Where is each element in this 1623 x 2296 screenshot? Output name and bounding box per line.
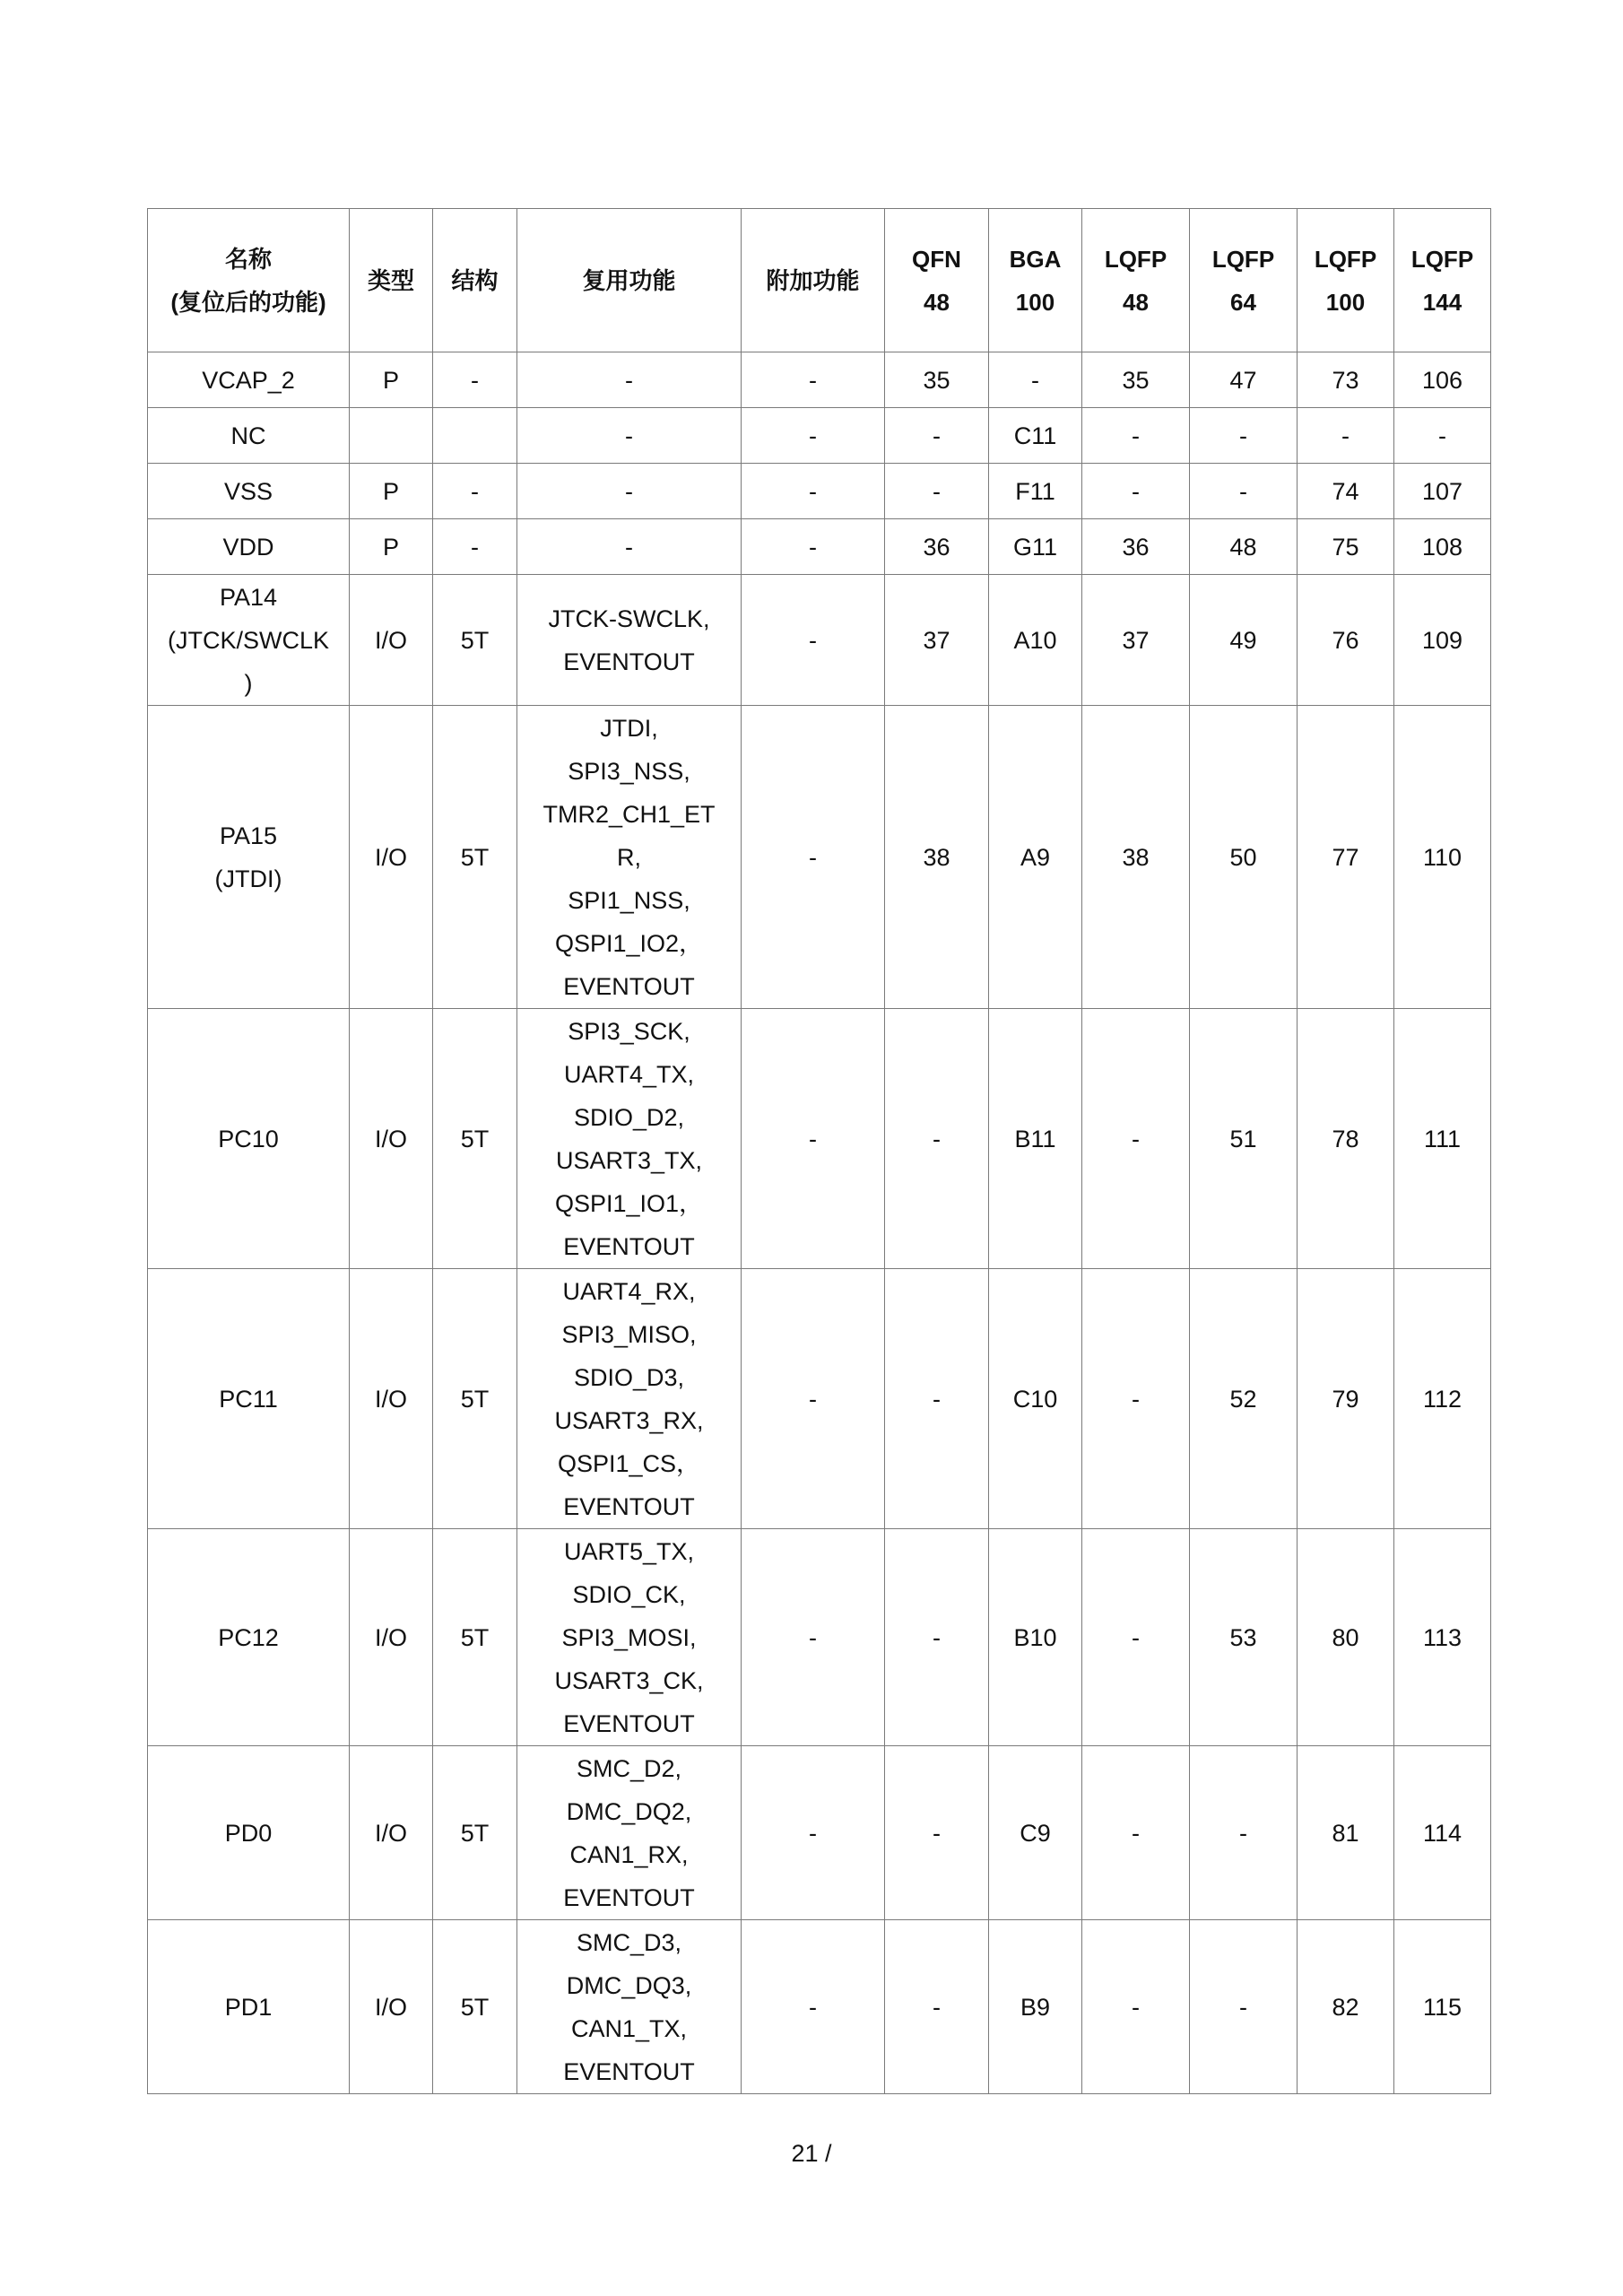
cell-lqfp64: 49 (1190, 575, 1298, 706)
cell-lqfp100: - (1298, 408, 1394, 464)
cell-bga100: F11 (989, 464, 1082, 519)
cell-lqfp144: 108 (1394, 519, 1491, 575)
pin-definition-table (147, 208, 1491, 2094)
cell-extra-function: - (742, 1009, 885, 1269)
cell-bga100: B10 (989, 1529, 1082, 1746)
cell-alt-function: - (517, 519, 742, 575)
cell-name: PC10 (148, 1009, 350, 1269)
header-lqfp64: LQFP 64 (1190, 209, 1298, 352)
cell-structure: 5T (433, 1746, 517, 1920)
cell-bga100: C9 (989, 1746, 1082, 1920)
cell-bga100: B11 (989, 1009, 1082, 1269)
cell-lqfp144: 110 (1394, 706, 1491, 1009)
cell-lqfp100: 74 (1298, 464, 1394, 519)
cell-lqfp144: 109 (1394, 575, 1491, 706)
cell-lqfp100: 77 (1298, 706, 1394, 1009)
cell-qfn48: 35 (885, 352, 989, 408)
cell-name: PD0 (148, 1746, 350, 1920)
cell-lqfp100: 75 (1298, 519, 1394, 575)
cell-structure (433, 408, 517, 464)
table-row (148, 352, 1491, 408)
cell-extra-function: - (742, 464, 885, 519)
header-lqfp144: LQFP 144 (1394, 209, 1491, 352)
cell-structure: 5T (433, 1529, 517, 1746)
cell-name: VSS (148, 464, 350, 519)
header-structure: 结构 (433, 209, 517, 352)
cell-lqfp144: 113 (1394, 1529, 1491, 1746)
cell-type: I/O (350, 706, 433, 1009)
cell-alt-function: SPI3_SCK, UART4_TX, SDIO_D2, USART3_TX, QSPI1_IO1， EVENTOUT (517, 1009, 742, 1269)
cell-type: I/O (350, 1269, 433, 1529)
cell-type: I/O (350, 1920, 433, 2094)
cell-qfn48: - (885, 464, 989, 519)
header-type: 类型 (350, 209, 433, 352)
cell-bga100: C10 (989, 1269, 1082, 1529)
table-row (148, 706, 1491, 1009)
cell-lqfp144: 114 (1394, 1746, 1491, 1920)
cell-structure: 5T (433, 575, 517, 706)
cell-lqfp48: - (1082, 1746, 1190, 1920)
cell-lqfp48: 36 (1082, 519, 1190, 575)
cell-lqfp100: 78 (1298, 1009, 1394, 1269)
page-number: 21 / (791, 2140, 832, 2167)
cell-extra-function: - (742, 706, 885, 1009)
cell-name: PA15 (JTDI) (148, 706, 350, 1009)
cell-type: I/O (350, 1009, 433, 1269)
cell-bga100: G11 (989, 519, 1082, 575)
cell-bga100: C11 (989, 408, 1082, 464)
cell-name: PC12 (148, 1529, 350, 1746)
cell-lqfp144: 111 (1394, 1009, 1491, 1269)
cell-type: I/O (350, 1529, 433, 1746)
cell-name: PD1 (148, 1920, 350, 2094)
cell-lqfp64: 50 (1190, 706, 1298, 1009)
header-lqfp48: LQFP 48 (1082, 209, 1190, 352)
cell-lqfp64: - (1190, 1920, 1298, 2094)
cell-alt-function: - (517, 408, 742, 464)
cell-name: VDD (148, 519, 350, 575)
cell-lqfp48: - (1082, 1920, 1190, 2094)
cell-bga100: - (989, 352, 1082, 408)
header-extra-function: 附加功能 (742, 209, 885, 352)
cell-lqfp48: - (1082, 464, 1190, 519)
cell-qfn48: 37 (885, 575, 989, 706)
cell-type: I/O (350, 1746, 433, 1920)
cell-lqfp144: 107 (1394, 464, 1491, 519)
cell-structure: 5T (433, 1009, 517, 1269)
table-row (148, 1746, 1491, 1920)
cell-lqfp64: - (1190, 1746, 1298, 1920)
cell-extra-function: - (742, 519, 885, 575)
cell-lqfp64: 52 (1190, 1269, 1298, 1529)
cell-type: P (350, 519, 433, 575)
cell-name: PA14 (JTCK/SWCLK ) (148, 575, 350, 706)
cell-lqfp100: 81 (1298, 1746, 1394, 1920)
cell-lqfp144: - (1394, 408, 1491, 464)
cell-lqfp48: 38 (1082, 706, 1190, 1009)
header-name: 名称 (复位后的功能) (148, 209, 350, 352)
cell-lqfp64: 48 (1190, 519, 1298, 575)
cell-extra-function: - (742, 575, 885, 706)
cell-qfn48: 38 (885, 706, 989, 1009)
cell-name: PC11 (148, 1269, 350, 1529)
cell-lqfp48: - (1082, 408, 1190, 464)
cell-lqfp100: 82 (1298, 1920, 1394, 2094)
cell-lqfp48: 35 (1082, 352, 1190, 408)
cell-lqfp100: 80 (1298, 1529, 1394, 1746)
cell-lqfp144: 106 (1394, 352, 1491, 408)
cell-lqfp100: 79 (1298, 1269, 1394, 1529)
cell-extra-function: - (742, 1269, 885, 1529)
cell-extra-function: - (742, 1920, 885, 2094)
header-alt-function: 复用功能 (517, 209, 742, 352)
cell-lqfp144: 112 (1394, 1269, 1491, 1529)
cell-extra-function: - (742, 1529, 885, 1746)
cell-lqfp64: 51 (1190, 1009, 1298, 1269)
cell-structure: - (433, 352, 517, 408)
cell-structure: - (433, 519, 517, 575)
table-row (148, 408, 1491, 464)
cell-structure: - (433, 464, 517, 519)
cell-lqfp64: - (1190, 464, 1298, 519)
cell-lqfp64: - (1190, 408, 1298, 464)
cell-alt-function: - (517, 464, 742, 519)
table-header-row (148, 209, 1491, 352)
cell-type: P (350, 464, 433, 519)
cell-qfn48: - (885, 1529, 989, 1746)
cell-extra-function: - (742, 1746, 885, 1920)
cell-alt-function: UART5_TX, SDIO_CK, SPI3_MOSI, USART3_CK, EVENTOUT (517, 1529, 742, 1746)
cell-qfn48: 36 (885, 519, 989, 575)
table-row (148, 464, 1491, 519)
table-row (148, 575, 1491, 706)
cell-lqfp144: 115 (1394, 1920, 1491, 2094)
cell-alt-function: SMC_D2, DMC_DQ2, CAN1_RX, EVENTOUT (517, 1746, 742, 1920)
cell-qfn48: - (885, 1269, 989, 1529)
cell-alt-function: - (517, 352, 742, 408)
header-bga100: BGA 100 (989, 209, 1082, 352)
cell-type: P (350, 352, 433, 408)
header-lqfp100: LQFP 100 (1298, 209, 1394, 352)
cell-alt-function: JTDI, SPI3_NSS, TMR2_CH1_ET R, SPI1_NSS, QSPI1_IO2， EVENTOUT (517, 706, 742, 1009)
cell-alt-function: SMC_D3, DMC_DQ3, CAN1_TX, EVENTOUT (517, 1920, 742, 2094)
cell-bga100: B9 (989, 1920, 1082, 2094)
cell-alt-function: JTCK-SWCLK, EVENTOUT (517, 575, 742, 706)
cell-lqfp48: - (1082, 1009, 1190, 1269)
table-row (148, 1269, 1491, 1529)
cell-bga100: A9 (989, 706, 1082, 1009)
cell-qfn48: - (885, 1920, 989, 2094)
table-row (148, 1529, 1491, 1746)
cell-name: VCAP_2 (148, 352, 350, 408)
cell-lqfp48: - (1082, 1269, 1190, 1529)
cell-extra-function: - (742, 352, 885, 408)
cell-qfn48: - (885, 1009, 989, 1269)
cell-extra-function: - (742, 408, 885, 464)
cell-lqfp100: 76 (1298, 575, 1394, 706)
cell-type: I/O (350, 575, 433, 706)
cell-alt-function: UART4_RX, SPI3_MISO, SDIO_D3, USART3_RX, QSPI1_CS， EVENTOUT (517, 1269, 742, 1529)
cell-type (350, 408, 433, 464)
cell-name: NC (148, 408, 350, 464)
table-row (148, 1009, 1491, 1269)
cell-lqfp64: 53 (1190, 1529, 1298, 1746)
cell-qfn48: - (885, 408, 989, 464)
table-row (148, 519, 1491, 575)
cell-qfn48: - (885, 1746, 989, 1920)
cell-structure: 5T (433, 1269, 517, 1529)
cell-structure: 5T (433, 706, 517, 1009)
cell-structure: 5T (433, 1920, 517, 2094)
cell-lqfp48: 37 (1082, 575, 1190, 706)
header-qfn48: QFN 48 (885, 209, 989, 352)
cell-bga100: A10 (989, 575, 1082, 706)
cell-lqfp100: 73 (1298, 352, 1394, 408)
table-row (148, 1920, 1491, 2094)
cell-lqfp64: 47 (1190, 352, 1298, 408)
cell-lqfp48: - (1082, 1529, 1190, 1746)
